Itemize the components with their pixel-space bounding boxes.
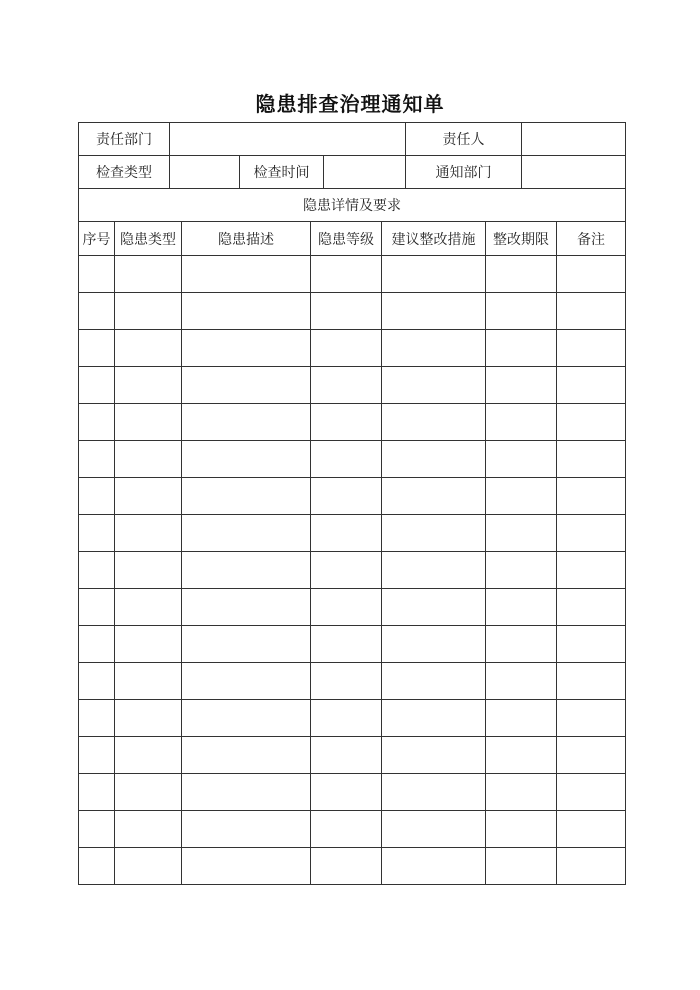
cell-hazard-description[interactable] — [182, 626, 311, 663]
cell-hazard-description[interactable] — [182, 848, 311, 885]
cell-hazard-description[interactable] — [182, 552, 311, 589]
cell-suggested-measures[interactable] — [382, 626, 486, 663]
inspection-type-label: 检查类型 — [79, 156, 170, 189]
cell-index[interactable] — [79, 293, 115, 330]
table-row — [79, 478, 626, 515]
cell-hazard-type[interactable] — [115, 848, 182, 885]
cell-hazard-type[interactable] — [115, 589, 182, 626]
section-title: 隐患详情及要求 — [79, 189, 626, 222]
table-row — [79, 441, 626, 478]
cell-remarks[interactable] — [557, 515, 626, 552]
cell-index[interactable] — [79, 663, 115, 700]
cell-remarks[interactable] — [557, 774, 626, 811]
table-row — [79, 700, 626, 737]
cell-remarks[interactable] — [557, 367, 626, 404]
table-row — [79, 848, 626, 885]
page-title: 隐患排查治理通知单 — [255, 92, 445, 116]
cell-index[interactable] — [79, 700, 115, 737]
cell-index[interactable] — [79, 811, 115, 848]
table-row — [79, 589, 626, 626]
cell-hazard-description[interactable] — [182, 441, 311, 478]
cell-remarks[interactable] — [557, 441, 626, 478]
cell-deadline[interactable] — [486, 552, 557, 589]
cell-hazard-level[interactable] — [311, 737, 382, 774]
table-row — [79, 330, 626, 367]
cell-deadline[interactable] — [486, 737, 557, 774]
cell-hazard-type[interactable] — [115, 441, 182, 478]
cell-remarks[interactable] — [557, 811, 626, 848]
cell-index[interactable] — [79, 737, 115, 774]
cell-hazard-type[interactable] — [115, 515, 182, 552]
cell-hazard-level[interactable] — [311, 848, 382, 885]
cell-hazard-level[interactable] — [311, 626, 382, 663]
cell-remarks[interactable] — [557, 404, 626, 441]
cell-remarks[interactable] — [557, 589, 626, 626]
table-row — [79, 293, 626, 330]
table-row — [79, 737, 626, 774]
cell-deadline[interactable] — [486, 367, 557, 404]
table-row — [79, 626, 626, 663]
cell-hazard-type[interactable] — [115, 404, 182, 441]
cell-hazard-level[interactable] — [311, 515, 382, 552]
cell-hazard-level[interactable] — [311, 367, 382, 404]
cell-suggested-measures[interactable] — [382, 330, 486, 367]
table-row — [79, 663, 626, 700]
cell-hazard-description[interactable] — [182, 663, 311, 700]
cell-hazard-type[interactable] — [115, 367, 182, 404]
cell-index[interactable] — [79, 330, 115, 367]
cell-hazard-description[interactable] — [182, 700, 311, 737]
cell-index[interactable] — [79, 848, 115, 885]
cell-index[interactable] — [79, 367, 115, 404]
cell-deadline[interactable] — [486, 293, 557, 330]
table-row — [79, 515, 626, 552]
cell-hazard-description[interactable] — [182, 293, 311, 330]
cell-remarks[interactable] — [557, 626, 626, 663]
cell-remarks[interactable] — [557, 330, 626, 367]
responsible-dept-field[interactable] — [170, 123, 406, 156]
cell-index[interactable] — [79, 515, 115, 552]
cell-deadline[interactable] — [486, 404, 557, 441]
responsible-dept-label: 责任部门 — [79, 123, 170, 156]
cell-hazard-level[interactable] — [311, 774, 382, 811]
col-header-deadline: 整改期限 — [486, 222, 557, 256]
cell-hazard-level[interactable] — [311, 589, 382, 626]
header-row-1 — [79, 123, 626, 156]
cell-hazard-type[interactable] — [115, 330, 182, 367]
table-row — [79, 367, 626, 404]
cell-hazard-level[interactable] — [311, 404, 382, 441]
cell-deadline[interactable] — [486, 774, 557, 811]
detail-table — [78, 221, 626, 885]
cell-deadline[interactable] — [486, 811, 557, 848]
cell-hazard-level[interactable] — [311, 552, 382, 589]
cell-hazard-type[interactable] — [115, 256, 182, 293]
cell-remarks[interactable] — [557, 663, 626, 700]
cell-hazard-level[interactable] — [311, 478, 382, 515]
cell-hazard-level[interactable] — [311, 256, 382, 293]
cell-hazard-description[interactable] — [182, 256, 311, 293]
cell-hazard-level[interactable] — [311, 700, 382, 737]
cell-hazard-type[interactable] — [115, 626, 182, 663]
cell-hazard-description[interactable] — [182, 367, 311, 404]
cell-hazard-description[interactable] — [182, 515, 311, 552]
header-table — [78, 122, 626, 222]
cell-hazard-type[interactable] — [115, 737, 182, 774]
cell-hazard-type[interactable] — [115, 811, 182, 848]
cell-index[interactable] — [79, 404, 115, 441]
cell-remarks[interactable] — [557, 293, 626, 330]
cell-suggested-measures[interactable] — [382, 367, 486, 404]
header-row-2 — [79, 156, 626, 189]
cell-index[interactable] — [79, 256, 115, 293]
responsible-person-field[interactable] — [522, 123, 626, 156]
cell-index[interactable] — [79, 626, 115, 663]
table-row — [79, 404, 626, 441]
cell-hazard-type[interactable] — [115, 700, 182, 737]
cell-hazard-description[interactable] — [182, 330, 311, 367]
cell-suggested-measures[interactable] — [382, 700, 486, 737]
cell-hazard-type[interactable] — [115, 478, 182, 515]
cell-suggested-measures[interactable] — [382, 811, 486, 848]
cell-hazard-description[interactable] — [182, 404, 311, 441]
notice-form — [78, 122, 625, 885]
col-header-hazard-description: 隐患描述 — [182, 222, 311, 256]
cell-remarks[interactable] — [557, 737, 626, 774]
table-row — [79, 552, 626, 589]
col-header-hazard-level: 隐患等级 — [311, 222, 382, 256]
table-row — [79, 256, 626, 293]
cell-suggested-measures[interactable] — [382, 774, 486, 811]
cell-suggested-measures[interactable] — [382, 441, 486, 478]
cell-suggested-measures[interactable] — [382, 515, 486, 552]
cell-deadline[interactable] — [486, 478, 557, 515]
cell-index[interactable] — [79, 441, 115, 478]
notify-dept-field[interactable] — [522, 156, 626, 189]
cell-remarks[interactable] — [557, 848, 626, 885]
inspection-time-field[interactable] — [324, 156, 406, 189]
detail-rows — [79, 256, 626, 885]
cell-hazard-level[interactable] — [311, 663, 382, 700]
cell-deadline[interactable] — [486, 515, 557, 552]
cell-hazard-type[interactable] — [115, 293, 182, 330]
col-header-hazard-type: 隐患类型 — [115, 222, 182, 256]
cell-suggested-measures[interactable] — [382, 737, 486, 774]
cell-hazard-level[interactable] — [311, 330, 382, 367]
column-header-row — [79, 222, 626, 256]
cell-suggested-measures[interactable] — [382, 589, 486, 626]
cell-index[interactable] — [79, 478, 115, 515]
notify-dept-label: 通知部门 — [406, 156, 522, 189]
col-header-suggested-measures: 建议整改措施 — [382, 222, 486, 256]
cell-deadline[interactable] — [486, 256, 557, 293]
cell-hazard-description[interactable] — [182, 811, 311, 848]
table-row — [79, 811, 626, 848]
cell-suggested-measures[interactable] — [382, 848, 486, 885]
cell-hazard-type[interactable] — [115, 774, 182, 811]
cell-suggested-measures[interactable] — [382, 293, 486, 330]
cell-hazard-level[interactable] — [311, 441, 382, 478]
cell-deadline[interactable] — [486, 330, 557, 367]
cell-hazard-level[interactable] — [311, 293, 382, 330]
cell-remarks[interactable] — [557, 478, 626, 515]
cell-deadline[interactable] — [486, 626, 557, 663]
cell-deadline[interactable] — [486, 663, 557, 700]
cell-deadline[interactable] — [486, 589, 557, 626]
col-header-index: 序号 — [79, 222, 115, 256]
cell-hazard-description[interactable] — [182, 737, 311, 774]
cell-remarks[interactable] — [557, 552, 626, 589]
cell-hazard-description[interactable] — [182, 589, 311, 626]
cell-hazard-description[interactable] — [182, 478, 311, 515]
table-row — [79, 774, 626, 811]
section-row — [79, 189, 626, 222]
cell-suggested-measures[interactable] — [382, 256, 486, 293]
cell-suggested-measures[interactable] — [382, 663, 486, 700]
cell-hazard-type[interactable] — [115, 552, 182, 589]
col-header-remarks: 备注 — [557, 222, 626, 256]
cell-index[interactable] — [79, 774, 115, 811]
cell-index[interactable] — [79, 552, 115, 589]
cell-deadline[interactable] — [486, 848, 557, 885]
responsible-person-label: 责任人 — [406, 123, 522, 156]
cell-suggested-measures[interactable] — [382, 552, 486, 589]
cell-hazard-type[interactable] — [115, 663, 182, 700]
cell-suggested-measures[interactable] — [382, 404, 486, 441]
cell-hazard-level[interactable] — [311, 811, 382, 848]
inspection-type-field[interactable] — [170, 156, 240, 189]
cell-remarks[interactable] — [557, 700, 626, 737]
cell-deadline[interactable] — [486, 441, 557, 478]
cell-hazard-description[interactable] — [182, 774, 311, 811]
cell-index[interactable] — [79, 589, 115, 626]
cell-deadline[interactable] — [486, 700, 557, 737]
inspection-time-label: 检查时间 — [240, 156, 324, 189]
cell-remarks[interactable] — [557, 256, 626, 293]
cell-suggested-measures[interactable] — [382, 478, 486, 515]
